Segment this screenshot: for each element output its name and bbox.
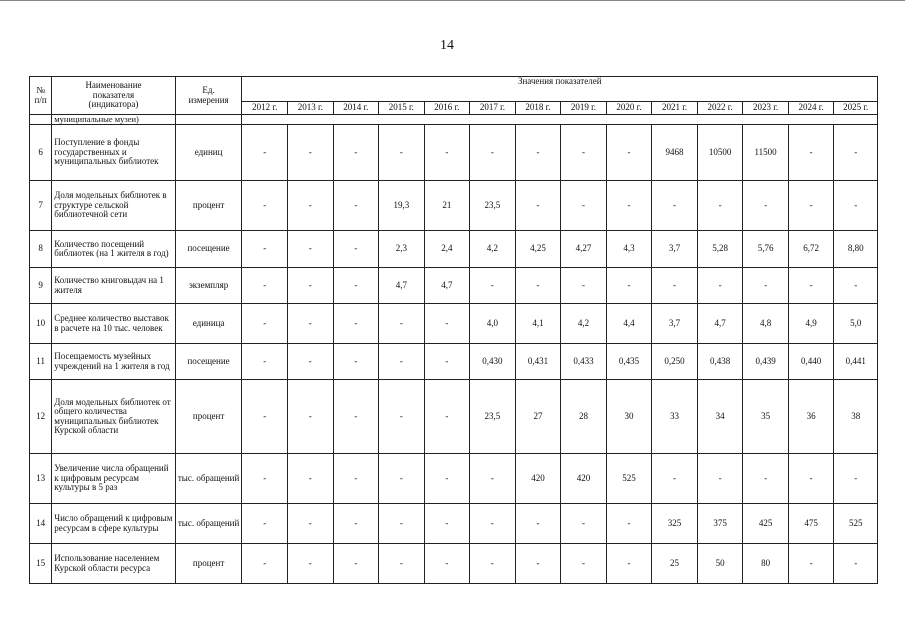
continuation-row bbox=[30, 115, 878, 125]
indicator-value: - bbox=[834, 125, 878, 181]
indicator-value: 11500 bbox=[743, 125, 789, 181]
indicator-value: 0,250 bbox=[652, 344, 698, 380]
indicator-value: 30 bbox=[606, 380, 652, 454]
indicator-value: - bbox=[288, 380, 334, 454]
indicator-unit: процент bbox=[175, 544, 242, 584]
indicator-value: - bbox=[379, 125, 425, 181]
indicator-value: - bbox=[242, 125, 288, 181]
indicator-value: 8,80 bbox=[834, 231, 878, 268]
header-year: 2013 г. bbox=[288, 102, 334, 115]
indicator-value: - bbox=[470, 544, 516, 584]
header-year: 2016 г. bbox=[424, 102, 470, 115]
indicator-value: - bbox=[788, 181, 834, 231]
indicator-value: - bbox=[788, 125, 834, 181]
indicator-value: - bbox=[788, 454, 834, 504]
indicator-value: 375 bbox=[697, 504, 743, 544]
indicator-value: - bbox=[424, 125, 470, 181]
table-row bbox=[30, 231, 878, 268]
indicator-value: - bbox=[424, 380, 470, 454]
indicator-value: - bbox=[379, 304, 425, 344]
indicator-value: - bbox=[697, 268, 743, 304]
indicator-value: - bbox=[242, 380, 288, 454]
table-row bbox=[30, 454, 878, 504]
indicator-value: - bbox=[242, 231, 288, 268]
row-number: 7 bbox=[30, 181, 52, 231]
indicator-value: 4,27 bbox=[561, 231, 607, 268]
indicator-value: - bbox=[333, 304, 379, 344]
indicator-name: Число обращений к цифровым ресурсам в сфере культуры bbox=[52, 504, 175, 544]
header-year: 2024 г. bbox=[788, 102, 834, 115]
indicator-value: - bbox=[333, 268, 379, 304]
row-number: 9 bbox=[30, 268, 52, 304]
table-row bbox=[30, 504, 878, 544]
indicator-unit: посещение bbox=[175, 344, 242, 380]
indicator-value: - bbox=[743, 454, 789, 504]
indicator-value: 19,3 bbox=[379, 181, 425, 231]
table-row bbox=[30, 181, 878, 231]
indicator-value: - bbox=[515, 181, 561, 231]
indicator-value: - bbox=[788, 544, 834, 584]
indicator-value: - bbox=[561, 504, 607, 544]
indicator-value: - bbox=[515, 504, 561, 544]
indicator-value: - bbox=[470, 454, 516, 504]
continuation-text: муниципальные музеи) bbox=[52, 115, 175, 125]
indicator-value: - bbox=[606, 125, 652, 181]
table-row bbox=[30, 380, 878, 454]
indicator-value: 420 bbox=[561, 454, 607, 504]
indicator-value: 4,9 bbox=[788, 304, 834, 344]
indicator-value: 34 bbox=[697, 380, 743, 454]
indicator-value: - bbox=[470, 268, 516, 304]
indicator-value: - bbox=[561, 181, 607, 231]
indicator-name: Доля модельных библиотек от общего количества муниципальных библиотек Курской области bbox=[52, 380, 175, 454]
row-number: 11 bbox=[30, 344, 52, 380]
header-values-title: Значения показателей bbox=[242, 77, 878, 102]
row-number: 15 bbox=[30, 544, 52, 584]
indicator-value: 0,439 bbox=[743, 344, 789, 380]
indicator-value: 3,7 bbox=[652, 231, 698, 268]
indicator-unit: единиц bbox=[175, 125, 242, 181]
indicator-value: 4,3 bbox=[606, 231, 652, 268]
indicator-value: - bbox=[333, 231, 379, 268]
indicator-unit: экземпляр bbox=[175, 268, 242, 304]
indicator-value: 5,76 bbox=[743, 231, 789, 268]
header-year: 2012 г. bbox=[242, 102, 288, 115]
indicator-value: - bbox=[288, 231, 334, 268]
row-number: 13 bbox=[30, 454, 52, 504]
indicator-value: - bbox=[515, 125, 561, 181]
indicator-value: 6,72 bbox=[788, 231, 834, 268]
indicator-value: - bbox=[834, 181, 878, 231]
indicator-value: - bbox=[743, 268, 789, 304]
indicator-value: - bbox=[424, 344, 470, 380]
indicator-value: 5,0 bbox=[834, 304, 878, 344]
indicator-value: - bbox=[606, 181, 652, 231]
indicator-value: - bbox=[333, 454, 379, 504]
indicator-value: - bbox=[288, 304, 334, 344]
table-row bbox=[30, 304, 878, 344]
indicator-name: Доля модельных библиотек в структуре сельской библиотечной сети bbox=[52, 181, 175, 231]
indicator-unit: процент bbox=[175, 181, 242, 231]
indicator-value: - bbox=[379, 544, 425, 584]
indicator-unit: посещение bbox=[175, 231, 242, 268]
indicator-value: - bbox=[834, 544, 878, 584]
indicator-value: 28 bbox=[561, 380, 607, 454]
indicator-value: 4,0 bbox=[470, 304, 516, 344]
indicator-value: 27 bbox=[515, 380, 561, 454]
indicator-value: 38 bbox=[834, 380, 878, 454]
indicator-value: - bbox=[470, 125, 516, 181]
indicator-value: 4,4 bbox=[606, 304, 652, 344]
indicator-value: 525 bbox=[606, 454, 652, 504]
header-name: Наименование показателя (индикатора) bbox=[52, 77, 175, 115]
table-row bbox=[30, 544, 878, 584]
header-year: 2015 г. bbox=[379, 102, 425, 115]
indicator-value: - bbox=[834, 268, 878, 304]
indicator-value: - bbox=[561, 125, 607, 181]
indicator-value: - bbox=[652, 181, 698, 231]
indicator-value: 4,8 bbox=[743, 304, 789, 344]
header-year: 2021 г. bbox=[652, 102, 698, 115]
indicator-value: 9468 bbox=[652, 125, 698, 181]
row-number: 14 bbox=[30, 504, 52, 544]
indicator-value: - bbox=[288, 454, 334, 504]
scan-edge-line bbox=[0, 0, 905, 1]
row-number: 12 bbox=[30, 380, 52, 454]
indicator-value: - bbox=[606, 544, 652, 584]
indicator-value: - bbox=[424, 504, 470, 544]
indicator-value: - bbox=[242, 304, 288, 344]
indicator-value: - bbox=[333, 181, 379, 231]
indicator-value: - bbox=[333, 125, 379, 181]
indicator-name: Использование населением Курской области ресурса bbox=[52, 544, 175, 584]
indicator-value: - bbox=[606, 504, 652, 544]
indicator-value: - bbox=[379, 380, 425, 454]
header-year: 2020 г. bbox=[606, 102, 652, 115]
indicator-value: - bbox=[606, 268, 652, 304]
indicator-value: 4,7 bbox=[379, 268, 425, 304]
indicator-value: - bbox=[652, 268, 698, 304]
indicator-value: - bbox=[379, 454, 425, 504]
indicator-value: - bbox=[697, 454, 743, 504]
indicator-value: - bbox=[515, 268, 561, 304]
table-row bbox=[30, 344, 878, 380]
indicator-value: - bbox=[424, 454, 470, 504]
indicator-value: 420 bbox=[515, 454, 561, 504]
indicator-value: 4,25 bbox=[515, 231, 561, 268]
indicator-name: Посещаемость музейных учреждений на 1 жителя в год bbox=[52, 344, 175, 380]
header-year: 2023 г. bbox=[743, 102, 789, 115]
indicator-value: - bbox=[333, 504, 379, 544]
indicator-value: 10500 bbox=[697, 125, 743, 181]
indicator-value: - bbox=[697, 181, 743, 231]
indicator-value: - bbox=[561, 268, 607, 304]
indicator-name: Количество книговыдач на 1 жителя bbox=[52, 268, 175, 304]
indicator-value: - bbox=[242, 544, 288, 584]
indicator-value: 525 bbox=[834, 504, 878, 544]
indicator-value: - bbox=[288, 268, 334, 304]
indicator-value: - bbox=[834, 454, 878, 504]
indicator-value: - bbox=[242, 454, 288, 504]
indicator-unit: тыс. обращений bbox=[175, 504, 242, 544]
indicator-value: - bbox=[379, 504, 425, 544]
indicator-value: 2,3 bbox=[379, 231, 425, 268]
indicator-value: - bbox=[424, 544, 470, 584]
table-body bbox=[30, 115, 878, 584]
indicator-value: 4,7 bbox=[424, 268, 470, 304]
indicator-value: 33 bbox=[652, 380, 698, 454]
indicator-value: - bbox=[288, 344, 334, 380]
indicator-value: 80 bbox=[743, 544, 789, 584]
indicator-value: 0,440 bbox=[788, 344, 834, 380]
indicator-value: 0,433 bbox=[561, 344, 607, 380]
indicator-name: Среднее количество выставок в расчете на 10 тыс. человек bbox=[52, 304, 175, 344]
indicator-value: 21 bbox=[424, 181, 470, 231]
page-number: 14 bbox=[440, 38, 454, 53]
indicator-value: 0,441 bbox=[834, 344, 878, 380]
indicator-value: - bbox=[333, 344, 379, 380]
indicator-value: - bbox=[652, 454, 698, 504]
indicator-value: 36 bbox=[788, 380, 834, 454]
indicator-value: 50 bbox=[697, 544, 743, 584]
indicator-value: 4,2 bbox=[470, 231, 516, 268]
indicator-value: 425 bbox=[743, 504, 789, 544]
indicator-value: 0,438 bbox=[697, 344, 743, 380]
table-row bbox=[30, 125, 878, 181]
header-year: 2017 г. bbox=[470, 102, 516, 115]
indicator-value: - bbox=[242, 268, 288, 304]
indicator-value: - bbox=[288, 125, 334, 181]
header-year: 2014 г. bbox=[333, 102, 379, 115]
indicator-value: - bbox=[242, 344, 288, 380]
header-year: 2022 г. bbox=[697, 102, 743, 115]
header-year: 2025 г. bbox=[834, 102, 878, 115]
indicator-value: 5,28 bbox=[697, 231, 743, 268]
indicator-value: - bbox=[379, 344, 425, 380]
header-num: № п/п bbox=[30, 77, 52, 115]
indicator-value: 25 bbox=[652, 544, 698, 584]
indicator-value: - bbox=[333, 544, 379, 584]
indicator-value: - bbox=[242, 504, 288, 544]
indicator-value: 23,5 bbox=[470, 181, 516, 231]
row-number: 6 bbox=[30, 125, 52, 181]
indicator-unit: единица bbox=[175, 304, 242, 344]
header-unit: Ед. измерения bbox=[175, 77, 242, 115]
indicator-unit: процент bbox=[175, 380, 242, 454]
row-number: 10 bbox=[30, 304, 52, 344]
indicator-value: 4,2 bbox=[561, 304, 607, 344]
indicator-value: - bbox=[288, 504, 334, 544]
indicator-name: Количество посещений библиотек (на 1 жителя в год) bbox=[52, 231, 175, 268]
indicator-value: 4,1 bbox=[515, 304, 561, 344]
header-year: 2018 г. bbox=[515, 102, 561, 115]
indicator-value: - bbox=[515, 544, 561, 584]
indicator-value: - bbox=[788, 268, 834, 304]
indicators-table bbox=[29, 76, 878, 584]
indicator-value: - bbox=[743, 181, 789, 231]
row-number: 8 bbox=[30, 231, 52, 268]
indicator-name: Увеличение числа обращений к цифровым ресурсам культуры в 5 раз bbox=[52, 454, 175, 504]
indicator-unit: тыс. обращений bbox=[175, 454, 242, 504]
indicator-value: 23,5 bbox=[470, 380, 516, 454]
indicator-value: 35 bbox=[743, 380, 789, 454]
header-year: 2019 г. bbox=[561, 102, 607, 115]
indicator-value: 0,431 bbox=[515, 344, 561, 380]
indicator-value: - bbox=[288, 181, 334, 231]
indicator-value: 325 bbox=[652, 504, 698, 544]
indicator-value: 4,7 bbox=[697, 304, 743, 344]
table-row bbox=[30, 268, 878, 304]
indicator-value: 475 bbox=[788, 504, 834, 544]
indicator-value: - bbox=[333, 380, 379, 454]
indicator-value: - bbox=[561, 544, 607, 584]
indicator-value: - bbox=[242, 181, 288, 231]
indicator-value: 0,435 bbox=[606, 344, 652, 380]
indicator-value: - bbox=[424, 304, 470, 344]
indicator-value: 0,430 bbox=[470, 344, 516, 380]
indicator-value: 3,7 bbox=[652, 304, 698, 344]
indicator-value: - bbox=[470, 504, 516, 544]
indicator-name: Поступление в фонды государственных и муниципальных библиотек bbox=[52, 125, 175, 181]
indicator-value: - bbox=[288, 544, 334, 584]
indicator-value: 2,4 bbox=[424, 231, 470, 268]
